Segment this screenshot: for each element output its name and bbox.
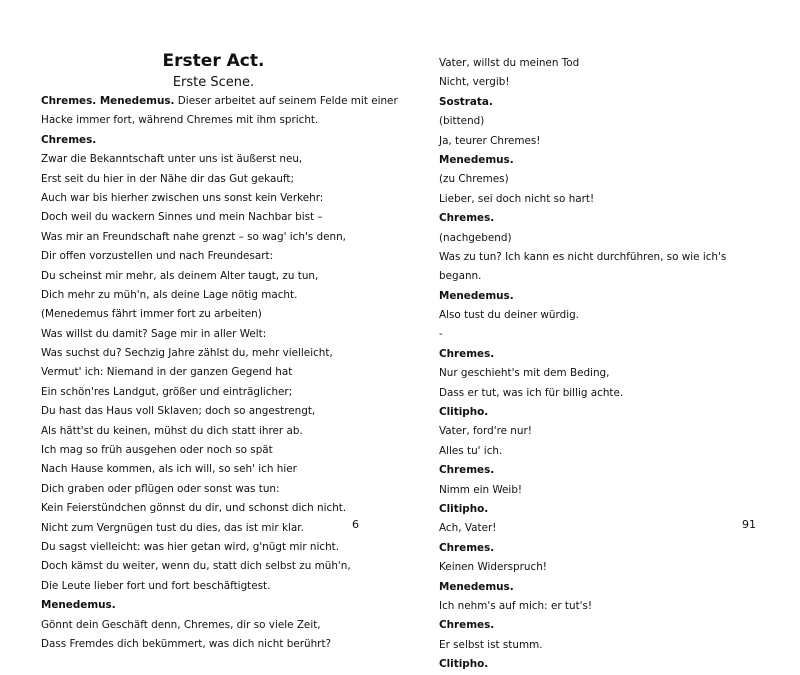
right-page (400, 0, 800, 671)
speaker-name: Sostrata. (439, 95, 493, 108)
line-text: Er selbst ist stumm. (439, 638, 543, 651)
verse-line (41, 499, 386, 518)
line-text: Du sagst vielleicht: was hier getan wird, g'nügt mir nicht. (41, 540, 340, 553)
verse-line (439, 170, 784, 189)
line-text: Doch kämst du weiter, wenn du, statt dich selbst zu müh'n, (41, 560, 351, 573)
verse-line (439, 112, 784, 131)
line-text: Zwar die Bekanntschaft unter uns ist äußerst neu, (41, 153, 303, 166)
act-title: Erster Act. (162, 51, 265, 71)
speaker-line (439, 578, 784, 597)
line-text: Die Leute lieber fort und fort beschäftigtest. (41, 579, 271, 592)
verse-line (439, 384, 784, 403)
verse-line (439, 442, 784, 461)
line-text: Du scheinst mir mehr, als deinem Alter taugt, zu tun, (41, 269, 319, 282)
verse-line (41, 441, 386, 460)
line-text: begann. (439, 270, 482, 283)
speaker-line (439, 539, 784, 558)
speaker-line (439, 93, 784, 112)
verse-line (41, 635, 386, 654)
speaker-name: Menedemus. (41, 599, 116, 612)
speaker-line (41, 596, 386, 615)
verse-line (41, 383, 386, 402)
speaker-line (439, 616, 784, 635)
line-text: Auch war bis hierher zwischen uns sonst kein Verkehr: (41, 191, 324, 204)
scene-title: Erste Scene. (172, 75, 255, 90)
verse-line (439, 267, 784, 286)
speaker-line (439, 345, 784, 364)
stage-direction-line (41, 92, 398, 111)
verse-line (41, 577, 386, 596)
verse-line (41, 208, 386, 227)
verse-line (439, 229, 784, 248)
line-text: Vater, ford're nur! (439, 425, 532, 438)
verse-line (439, 597, 784, 616)
line-text: (Menedemus fährt immer fort zu arbeiten) (41, 308, 262, 321)
verse-line (439, 364, 784, 383)
verse-line (439, 306, 784, 325)
verse-line (41, 422, 386, 441)
speaker-name: Chremes. (41, 133, 97, 146)
verse-line (41, 286, 386, 305)
page-number-left: 6 (352, 518, 359, 531)
verse-line (439, 54, 784, 73)
verse-line (439, 132, 784, 151)
speaker-name: Chremes. (439, 619, 495, 632)
verse-line (439, 73, 784, 92)
line-text: - (439, 328, 443, 341)
verse-line (439, 248, 784, 267)
speaker-line (439, 151, 784, 170)
speaker-name: Clitipho. (439, 502, 489, 515)
line-text: Erst seit du hier in der Nähe dir das Gut gekauft; (41, 172, 294, 185)
line-text: Du hast das Haus voll Sklaven; doch so angestrengt, (41, 405, 316, 418)
line-text: Nicht zum Vergnügen tust du dies, das ist mir klar. (41, 521, 304, 534)
speaker-line (439, 209, 784, 228)
line-text: Vermut' ich: Niemand in der ganzen Gegend hat (41, 366, 293, 379)
verse-line (41, 305, 386, 324)
line-text: Hacke immer fort, während Chremes mit ihm spricht. (41, 114, 319, 127)
speaker-name: Chremes. Menedemus. (41, 95, 175, 107)
line-text: (zu Chremes) (439, 173, 509, 186)
line-text: Also tust du deiner würdig. (439, 309, 579, 322)
verse-line (41, 325, 386, 344)
line-text: Nicht, vergib! (439, 76, 510, 89)
line-text: (bittend) (439, 115, 485, 128)
line-text: Ich mag so früh ausgehen oder noch so spät (41, 444, 273, 457)
verse-line (41, 460, 386, 479)
line-text: Ich nehm's auf mich: er tut's! (439, 599, 593, 612)
line-text: Lieber, sei doch nicht so hart! (439, 192, 595, 205)
speaker-line (439, 461, 784, 480)
speaker-line (439, 500, 784, 519)
verse-line (439, 481, 784, 500)
left-page (0, 0, 400, 650)
verse-line (41, 344, 386, 363)
line-text: Nur geschieht's mit dem Beding, (439, 367, 610, 380)
line-text: Was zu tun? Ich kann es nicht durchführen, so wie ich's (439, 250, 727, 263)
line-text: (nachgebend) (439, 231, 512, 244)
verse-line (439, 325, 784, 344)
line-text: Nimm ein Weib! (439, 483, 523, 496)
speaker-name: Chremes. (439, 347, 495, 360)
verse-line (41, 616, 386, 635)
speaker-line (439, 655, 784, 674)
right-text-column (439, 54, 784, 675)
line-text: Kein Feierstündchen gönnst du dir, und schonst dich nicht. (41, 502, 347, 515)
line-text: Keinen Widerspruch! (439, 561, 547, 574)
left-text-column (41, 92, 398, 654)
verse-line (41, 189, 386, 208)
line-text: Dieser arbeitet auf seinem Felde mit einer (174, 95, 398, 107)
speaker-name: Clitipho. (439, 658, 489, 671)
verse-line (41, 170, 386, 189)
verse-line (41, 402, 386, 421)
speaker-name: Menedemus. (439, 580, 514, 593)
line-text: Als hätt'st du keinen, mühst du dich statt ihrer ab. (41, 424, 303, 437)
line-text: Was willst du damit? Sage mir in aller Welt: (41, 327, 267, 340)
line-text: Ach, Vater! (439, 522, 497, 535)
speaker-line (439, 287, 784, 306)
verse-line (41, 228, 386, 247)
verse-line (439, 190, 784, 209)
speaker-name: Clitipho. (439, 406, 489, 419)
line-text: Vater, willst du meinen Tod (439, 57, 580, 69)
line-text: Was suchst du? Sechzig Jahre zählst du, mehr vielleicht, (41, 347, 333, 360)
line-text: Dir offen vorzustellen und nach Freundesart: (41, 250, 274, 263)
verse-line (439, 636, 784, 655)
page-number-right: 91 (742, 518, 756, 531)
verse-line (439, 519, 784, 538)
verse-line (41, 267, 386, 286)
line-text: Dass Fremdes dich bekümmert, was dich nicht berührt? (41, 637, 332, 650)
line-text: Nach Hause kommen, als ich will, so seh' ich hier (41, 463, 297, 476)
line-text: Dass er tut, was ich für billig achte. (439, 386, 624, 399)
verse-line (41, 363, 386, 382)
verse-line (41, 247, 386, 266)
line-text: Alles tu' ich. (439, 444, 503, 457)
speaker-name: Chremes. (439, 541, 495, 554)
speaker-name: Menedemus. (439, 153, 514, 166)
speaker-line (439, 403, 784, 422)
verse-line (41, 111, 386, 130)
speaker-name: Chremes. (439, 464, 495, 477)
line-text: Gönnt dein Geschäft denn, Chremes, dir so viele Zeit, (41, 618, 321, 631)
verse-line (439, 558, 784, 577)
verse-line (439, 422, 784, 441)
line-text: Dich graben oder pflügen oder sonst was tun: (41, 482, 280, 495)
verse-line (41, 150, 386, 169)
line-text: Ja, teurer Chremes! (439, 134, 541, 147)
line-text: Ein schön'res Landgut, größer und einträglicher; (41, 385, 293, 398)
line-text: Doch weil du wackern Sinnes und mein Nachbar bist – (41, 211, 323, 224)
verse-line (41, 519, 386, 538)
line-text: Was mir an Freundschaft nahe grenzt – so wag' ich's denn, (41, 230, 346, 243)
speaker-line (41, 131, 386, 150)
speaker-name: Menedemus. (439, 289, 514, 302)
verse-line (41, 557, 386, 576)
verse-line (41, 538, 386, 557)
line-text: Dich mehr zu müh'n, als deine Lage nötig macht. (41, 288, 298, 301)
speaker-name: Chremes. (439, 212, 495, 225)
verse-line (41, 480, 386, 499)
